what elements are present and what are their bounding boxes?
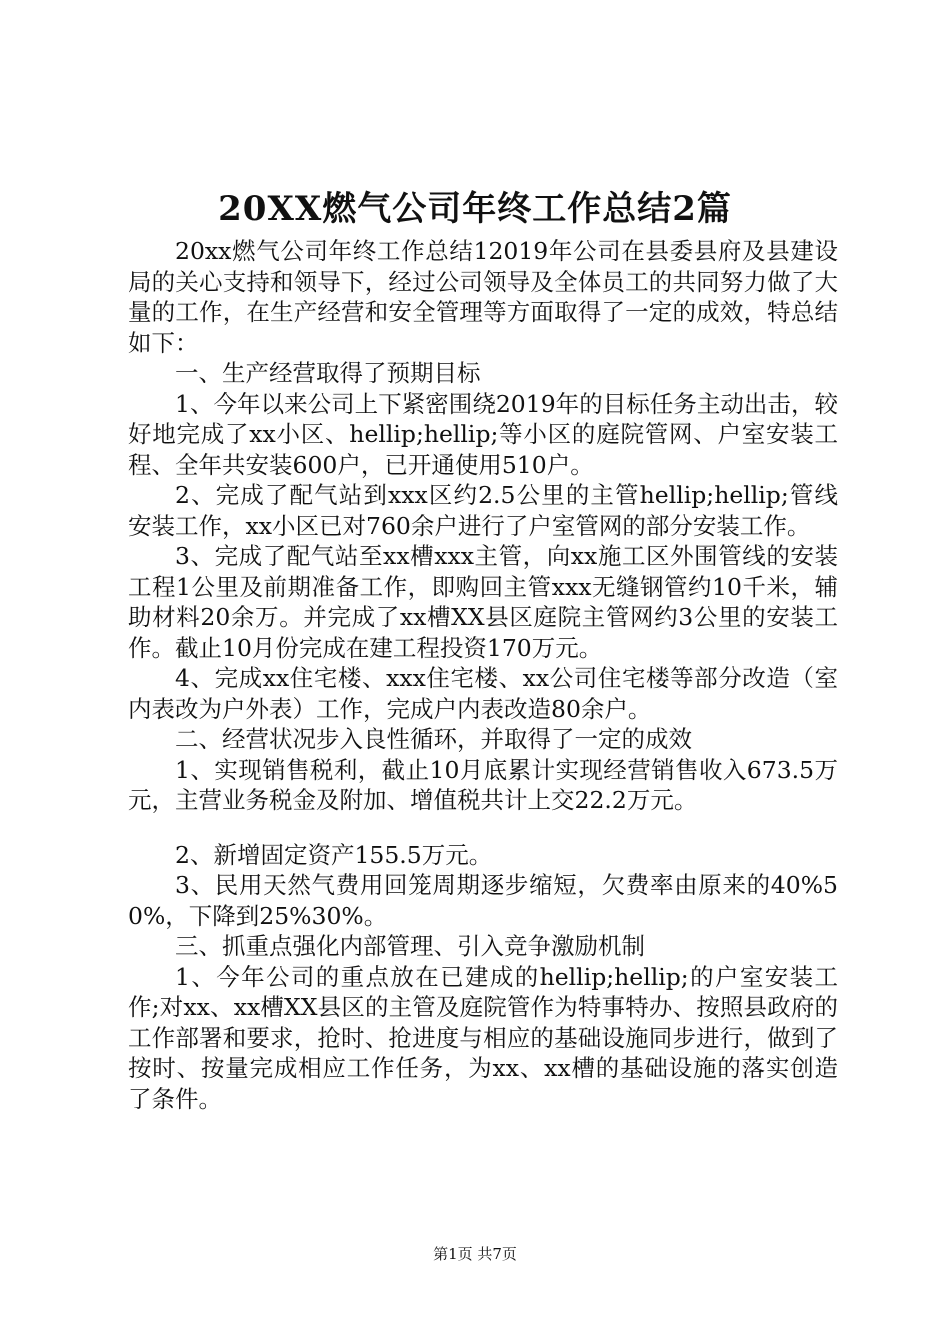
section-heading-2: 二、经营状况步入良性循环，并取得了一定的成效 — [175, 725, 692, 753]
paragraph-2-2: 2、新增固定资产155.5万元。 — [175, 840, 493, 869]
paragraph-1-4: 4、完成xx住宅楼、xxx住宅楼、xx公司住宅楼等部分改造（室内表改为户外表）工作，完成户内表改造80余户。 — [128, 664, 838, 723]
section-heading-1: 一、生产经营取得了预期目标 — [175, 359, 481, 387]
paragraph-2-3: 3、民用天然气费用回笼周期逐步缩短，欠费率由原来的40%50%，下降到25%30%。 — [128, 871, 838, 930]
document-title: 20XX燃气公司年终工作总结2篇 — [218, 189, 732, 229]
page-footer: 第1页 共7页 — [433, 1245, 517, 1263]
document-body — [128, 236, 838, 1114]
paragraph-2-1: 1、实现销售税利，截止10月底累计实现经营销售收入673.5万元，主营业务税金及附加、增值税共计上交22.2万元。 — [128, 755, 838, 814]
paragraph-1-1: 1、今年以来公司上下紧密围绕2019年的目标任务主动出击，较好地完成了xx小区、hellip;hellip;等小区的庭院管网、户室安装工程、全年共安装600户，已开通使用510户。 — [128, 389, 838, 479]
section-heading-3: 三、抓重点强化内部管理、引入竞争激励机制 — [175, 932, 645, 960]
paragraph-1-2: 2、完成了配气站到xxx区约2.5公里的主管hellip;hellip;管线安装工作，xx小区已对760余户进行了户室管网的部分安装工作。 — [128, 481, 838, 540]
paragraph-3-1: 1、今年公司的重点放在已建成的hellip;hellip;的户室安装工作;对xx、xx槽XX县区的主管及庭院管作为特事特办、按照县政府的工作部署和要求，抢时、抢进度与相应的基础设施同步进行，做到了按时、按量完成相应工作任务，为xx、xx槽的基础设施的落实创造了条件。 — [128, 962, 838, 1113]
paragraph-1-3: 3、完成了配气站至xx槽xxx主管，向xx施工区外围管线的安装工程1公里及前期准备工作，即购回主管xxx无缝钢管约10千米，辅助材料20余万。并完成了xx槽XX县区庭院主管网约3公里的安装工作。截止10月份完成在建工程投资170万元。 — [128, 542, 838, 662]
intro-paragraph: 20xx燃气公司年终工作总结12019年公司在县委县府及县建设局的关心支持和领导下，经过公司领导及全体员工的共同努力做了大量的工作，在生产经营和安全管理等方面取得了一定的成效，特总结如下： — [128, 237, 838, 357]
